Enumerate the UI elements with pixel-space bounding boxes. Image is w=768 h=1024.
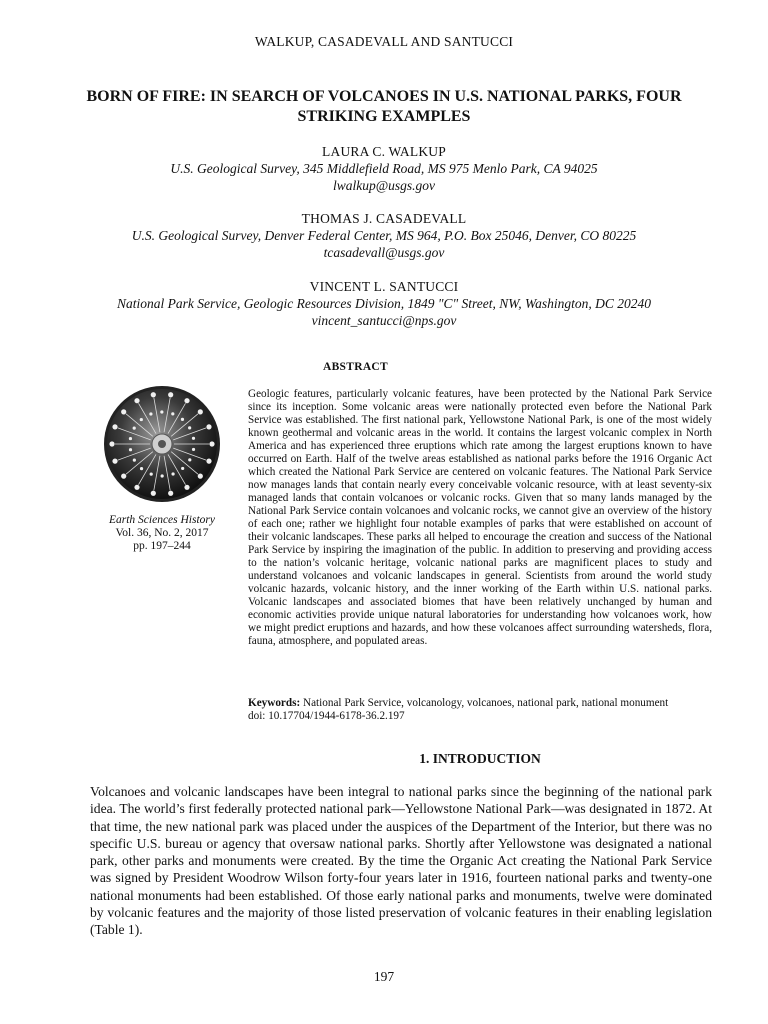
keywords-text: National Park Service, volcanology, volcanoes, national park, national monument bbox=[303, 697, 669, 709]
doi-text: doi: 10.17704/1944-6178-36.2.197 bbox=[248, 710, 405, 722]
author-email: tcasadevall@usgs.gov bbox=[323, 245, 445, 260]
author-name: THOMAS J. CASADEVALL bbox=[301, 211, 467, 226]
volcano-globe-icon bbox=[100, 382, 224, 506]
author-affiliation: U.S. Geological Survey, 345 Middlefield Road, MS 975 Menlo Park, CA 94025 bbox=[170, 161, 598, 176]
author-name: LAURA C. WALKUP bbox=[322, 144, 446, 159]
author-block-walkup bbox=[60, 143, 708, 194]
author-block-santucci bbox=[60, 278, 708, 329]
section-heading-introduction: 1. INTRODUCTION bbox=[419, 751, 541, 766]
journal-emblem-image bbox=[100, 382, 224, 506]
running-head: WALKUP, CASADEVALL AND SANTUCCI bbox=[254, 34, 514, 49]
journal-name: Earth Sciences History bbox=[108, 514, 216, 526]
abstract-text: Geologic features, particularly volcanic features, have been protected by the National Park Service since its inception. Some volcanic areas were nationally protected even before the National Park Service was established. The first national park, Yellowstone National Park, is one of the most widely known geothermal and volcanic areas in the world. It contains the largest volcanic complex in North America and has experienced three eruptions which rate among the largest eruptions known to have occurred on Earth. Half of the twelve areas established as national parks before the 1916 Organic Act which created the National Park Service are centered on volcanic features. The National Park Service now manages lands that contain nearly every conceivable volcanic resource, with at least seventy-six managed lands that contain volcanoes or volcanic rocks. Given that so many lands managed by the National Park Service contain volcanoes and volcanic rocks, we cannot give an overview of the history of each one; rather we highlight four notable examples of parks that were established on account of their volcanic landscapes. These parks all helped to encourage the creation and success of the National Park Service by inspiring the imagination of the public. In addition to preserving and providing access to the nation’s volcanic heritage, volcanic national parks are magnificent places to study and understand volcanoes and volcanic landscapes in general. Scientists from around the world study volcanic hazards, volcanic history, and the inner working of the Earth within U.S. national parks. Volcanic landscapes and associated biomes that have been relatively unchanged by human and economic activities provide unique natural laboratories for understanding how volcanoes work, how we might predict eruptions and hazards, and how these volcanoes affect surrounding watersheds, flora, fauna, atmosphere, and populated areas. bbox=[248, 388, 712, 647]
abstract-heading: ABSTRACT bbox=[322, 361, 389, 373]
author-email: vincent_santucci@nps.gov bbox=[311, 313, 457, 328]
journal-pages: pp. 197–244 bbox=[133, 540, 191, 552]
author-affiliation: U.S. Geological Survey, Denver Federal Center, MS 964, P.O. Box 25046, Denver, CO 80225 bbox=[131, 228, 637, 243]
author-email: lwalkup@usgs.gov bbox=[332, 178, 436, 193]
journal-citation bbox=[92, 514, 232, 553]
author-affiliation: National Park Service, Geologic Resources Division, 1849 "C" Street, NW, Washington, DC 20240 bbox=[117, 296, 651, 311]
author-block-casadevall bbox=[60, 210, 708, 261]
keywords-label: Keywords: bbox=[248, 697, 301, 709]
page-number: 197 bbox=[373, 969, 395, 984]
introduction-paragraph: Volcanoes and volcanic landscapes have been integral to national parks since the beginning of the national park idea. The world’s first federally protected national park—Yellowstone National Park—was designated in 1872. At that time, the new national park was placed under the auspices of the Department of the Interior, but there was no specific U.S. bureau or agency that oversaw national parks. Shortly after Yellowstone was designated a national park, other parks and monuments were created. By the time the Organic Act creating the National Park Service was signed by President Woodrow Wilson forty-four years later in 1916, fourteen national parks and twenty-one national monuments had been established. Of those early national parks and monuments, twelve were dominated by volcanic features and the majority of those listed preservation of volcanic features in their enabling legislation (Table 1). bbox=[90, 784, 712, 938]
author-name: VINCENT L. SANTUCCI bbox=[309, 279, 459, 294]
keywords-block bbox=[248, 697, 712, 723]
journal-volume: Vol. 36, No. 2, 2017 bbox=[115, 527, 209, 539]
paper-title: BORN OF FIRE: IN SEARCH OF VOLCANOES IN U.S. NATIONAL PARKS, FOUR STRIKING EXAMPLES bbox=[86, 88, 682, 125]
